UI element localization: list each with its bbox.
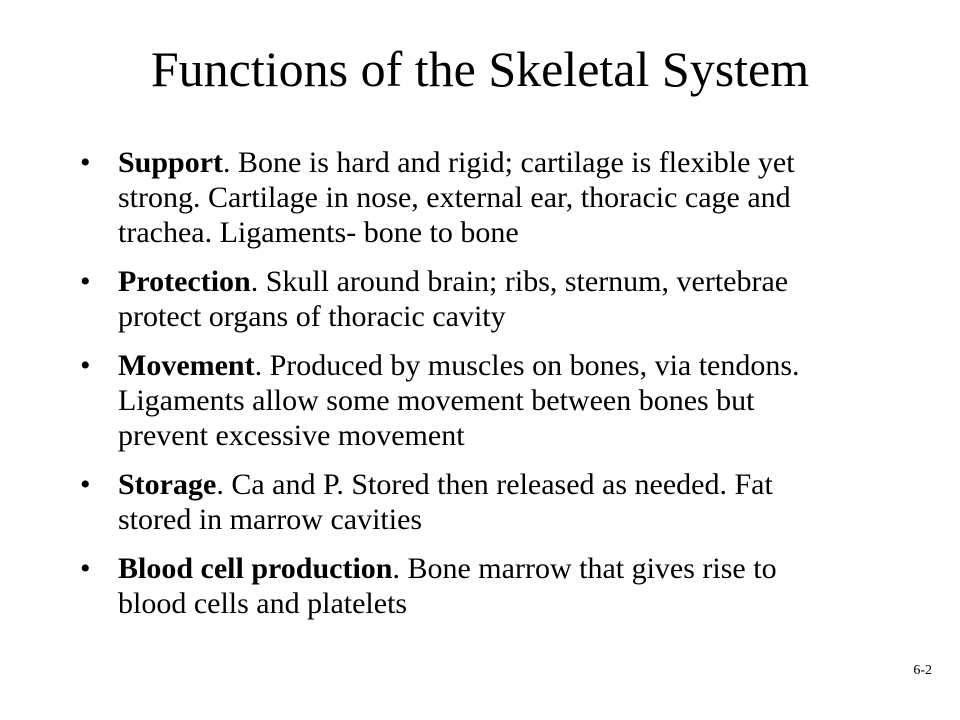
bullet-icon: • xyxy=(80,552,91,585)
bullet-icon: • xyxy=(80,468,91,501)
bullet-term: Protection xyxy=(118,265,251,298)
slide-title: Functions of the Skeletal System xyxy=(150,41,810,97)
slide-number: 6-2 xyxy=(913,663,932,678)
bullet-list xyxy=(80,145,850,635)
bullet-item-storage xyxy=(80,467,850,537)
bullet-icon: • xyxy=(80,349,91,382)
bullet-item-support xyxy=(80,145,850,250)
bullet-term: Storage xyxy=(118,468,217,501)
bullet-text: . Skull around brain; ribs, sternum, vertebrae protect organs of thoracic cavity xyxy=(118,265,789,333)
bullet-term: Support xyxy=(118,146,224,179)
bullet-text: . Bone marrow that gives rise to blood cells and platelets xyxy=(118,552,777,620)
bullet-term: Blood cell production xyxy=(118,552,393,585)
bullet-text: . Bone is hard and rigid; cartilage is flexible yet strong. Cartilage in nose, external ear, thoracic cage and trachea. Ligaments- bone to bone xyxy=(118,146,795,249)
bullet-text: . Produced by muscles on bones, via tendons. Ligaments allow some movement between bones but prevent excessive movement xyxy=(118,349,800,452)
bullet-term: Movement xyxy=(118,349,255,382)
bullet-item-blood-cell-production xyxy=(80,551,850,621)
bullet-icon: • xyxy=(80,265,91,298)
bullet-text: . Ca and P. Stored then released as needed. Fat stored in marrow cavities xyxy=(118,468,773,536)
bullet-item-protection xyxy=(80,264,850,334)
bullet-icon: • xyxy=(80,146,91,179)
bullet-item-movement xyxy=(80,348,850,453)
